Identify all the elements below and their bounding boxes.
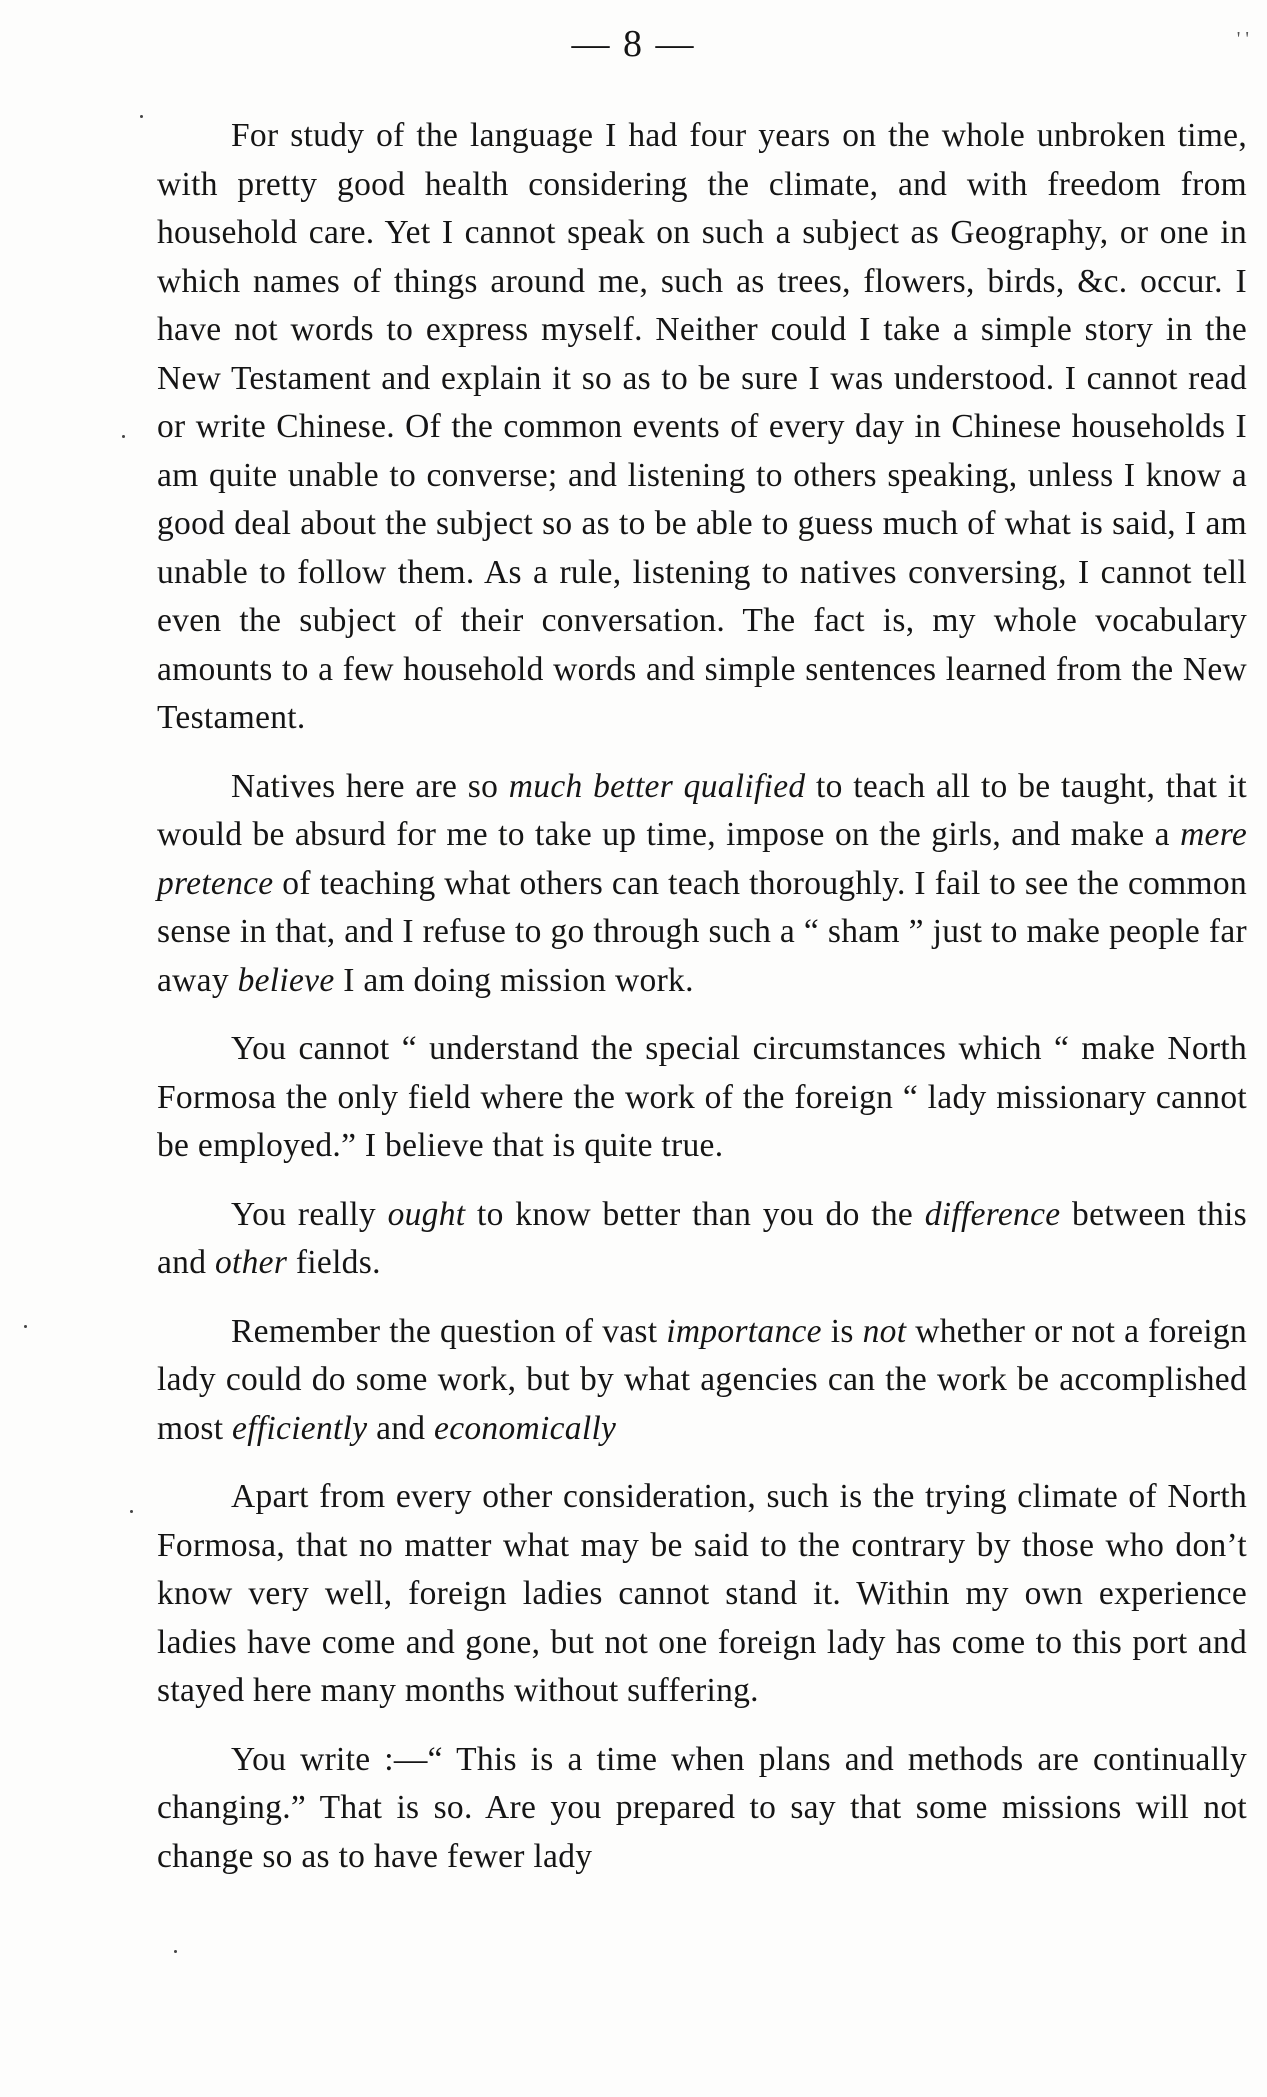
text-run: of teaching what others can teach thoroughly. I fail to see the common sense in that, and I refuse to go through such a “ sham ” just to make people far away (157, 864, 1247, 999)
italic-run: not (862, 1312, 907, 1350)
text-run: Remember the question of vast (231, 1312, 667, 1350)
italic-run: other (214, 1244, 288, 1281)
body-text (157, 112, 1247, 1901)
italic-run: believe (237, 961, 335, 999)
italic-run: mere pretence (157, 816, 1247, 902)
text-run: I am doing mission work. (334, 961, 694, 999)
paragraph-plans-changing (157, 1736, 1247, 1882)
text-run: Apart from every other consideration, such is the trying climate of North Formosa, that no matter what may be said to the contrary by those who don’t know very well, foreign ladies cannot stand it. Within my own experience ladies have come and gone, but not one foreign lady has come to this port and stayed here many months without suffering. (157, 1478, 1247, 1709)
scan-speck (24, 1325, 27, 1328)
corner-marks: ' ' (1236, 28, 1249, 50)
page-number: — 8 — (571, 23, 696, 65)
text-run: For study of the language I had four years on the whole unbroken time, with pretty good health considering the climate, and with freedom from household care. Yet I cannot speak on such a subject as Geography, or one in which names of things around me, such as trees, flowers, birds, &c. occur. I have not words to express myself. Neither could I take a simple story in the New Testament and explain it so as to be sure I was understood. I cannot read or write Chinese. Of the common events of every day in Chinese households I am quite unable to converse; and listening to others speaking, unless I know a good deal about the subject so as to be able to guess much of what is said, I am unable to follow them. As a rule, listening to natives conversing, I cannot tell even the subject of their conversation. The fact is, my whole vocabulary amounts to a few household words and simple sentences learned from the New Testament. (157, 117, 1247, 736)
italic-run: difference (924, 1195, 1061, 1233)
text-run: You really (231, 1195, 388, 1233)
italic-run: ought (387, 1195, 466, 1233)
scan-speck (130, 1510, 133, 1513)
italic-run: much better qualified (508, 767, 806, 805)
scan-speck (174, 1950, 177, 1953)
paragraph-question-importance (157, 1308, 1247, 1454)
text-run: fields. (287, 1244, 381, 1281)
paragraph-natives-qualified (157, 763, 1247, 1006)
text-run: You cannot “ understand the special circumstances which “ make North Formosa the only field where the work of the foreign “ lady missionary cannot be employed.” I believe that is quite true. (157, 1030, 1247, 1164)
text-run: is (821, 1312, 863, 1350)
text-run: You write :—“ This is a time when plans and methods are continually changing.” That is so. Are you prepared to say that some missions will not change so as to have fewer lady (157, 1740, 1247, 1875)
scan-speck (140, 115, 143, 118)
text-run: to know better than you do the (465, 1195, 925, 1233)
text-run: Natives here are so (231, 767, 509, 805)
paragraph-trying-climate (157, 1473, 1247, 1716)
text-run: between this and (157, 1195, 1247, 1281)
italic-run: importance (666, 1312, 822, 1350)
text-run: to teach all to be taught, that it would be absurd for me to take up time, impose on the girls, and make a (157, 767, 1247, 853)
paragraph-ought-to-know (157, 1191, 1247, 1288)
text-run: and (367, 1409, 435, 1447)
text-run: whether or not a foreign lady could do some work, but by what agencies can the work be accomplished most (157, 1312, 1247, 1447)
italic-run: economically (434, 1409, 617, 1447)
scan-speck (122, 435, 125, 438)
paragraph-language-study (157, 112, 1247, 743)
italic-run: efficiently (232, 1409, 368, 1447)
paragraph-special-circumstances (157, 1025, 1247, 1171)
